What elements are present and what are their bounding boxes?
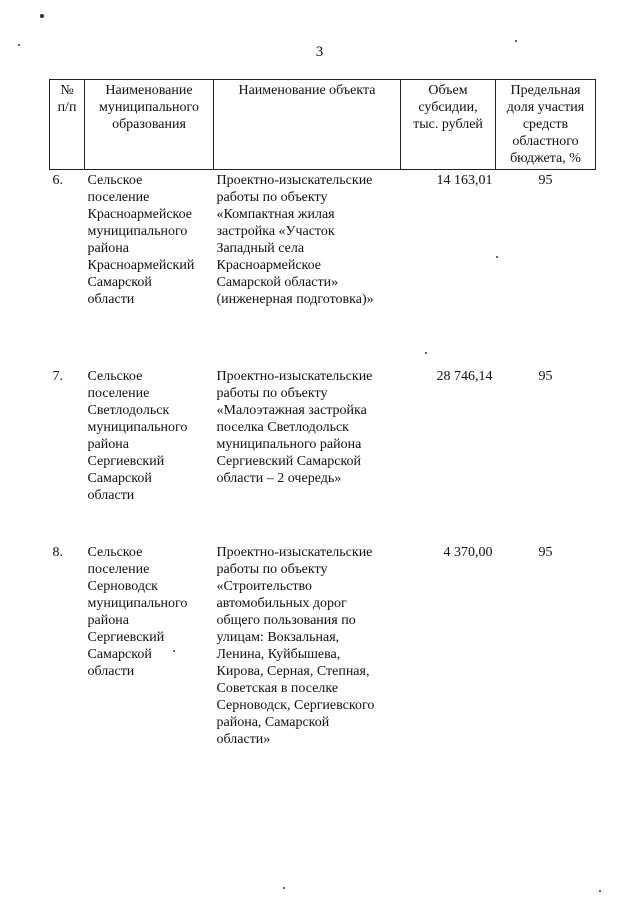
row-num: 7. [52,369,63,384]
table-row [50,170,596,367]
scan-speck [496,256,498,258]
row-num: 8. [52,545,63,560]
scan-speck [599,890,601,892]
header-object: Наименование объекта [214,80,401,170]
row-share: 95 [538,173,553,188]
row-object: Проектно-изыскательские работы по объекту «Малоэтажная застройка поселка Светлодольск муниципального района Сергиевский Самарской области – 2 очередь» [216,369,373,486]
row-municipality: Сельское поселение Красноармейское муниципального района Красноармейский Самарской области [87,173,195,307]
row-subsidy: 14 163,01 [436,173,493,188]
table-header [50,80,596,170]
scan-speck [283,887,285,889]
scan-speck [515,40,517,42]
header-share: Предельная доля участия средств областного бюджета, % [496,80,596,170]
scan-speck [173,650,175,652]
header-num: № п/п [50,80,85,170]
table-row [50,366,596,542]
row-subsidy: 28 746,14 [436,369,493,384]
row-object: Проектно-изыскательские работы по объекту «Компактная жилая застройка «Участок Западный села Красноармейское Самарской области» (инженерная подготовка)» [216,173,374,307]
header-subsidy: Объем субсидии, тыс. рублей [401,80,496,170]
row-municipality: Сельское поселение Серноводск муниципального района Сергиевский Самарской области [87,545,188,679]
scan-speck [425,352,427,354]
row-num: 6. [52,173,63,188]
scan-speck [18,44,20,46]
row-share: 95 [538,369,553,384]
header-municipality: Наименование муниципального образования [85,80,214,170]
page-number: 3 [315,44,324,60]
subsidy-table [49,79,596,776]
scan-speck [40,14,44,18]
row-subsidy: 4 370,00 [443,545,493,560]
row-share: 95 [538,545,553,560]
row-municipality: Сельское поселение Светлодольск муниципального района Сергиевский Самарской области [87,369,188,503]
row-object: Проектно-изыскательские работы по объекту «Строительство автомобильных дорог общего пользования по улицам: Вокзальная, Ленина, Куйбышева, Кирова, Серная, Степная, Советская в поселке Серноводск, Сергиевского района, Самарской области» [216,545,375,747]
table-row [50,542,596,776]
